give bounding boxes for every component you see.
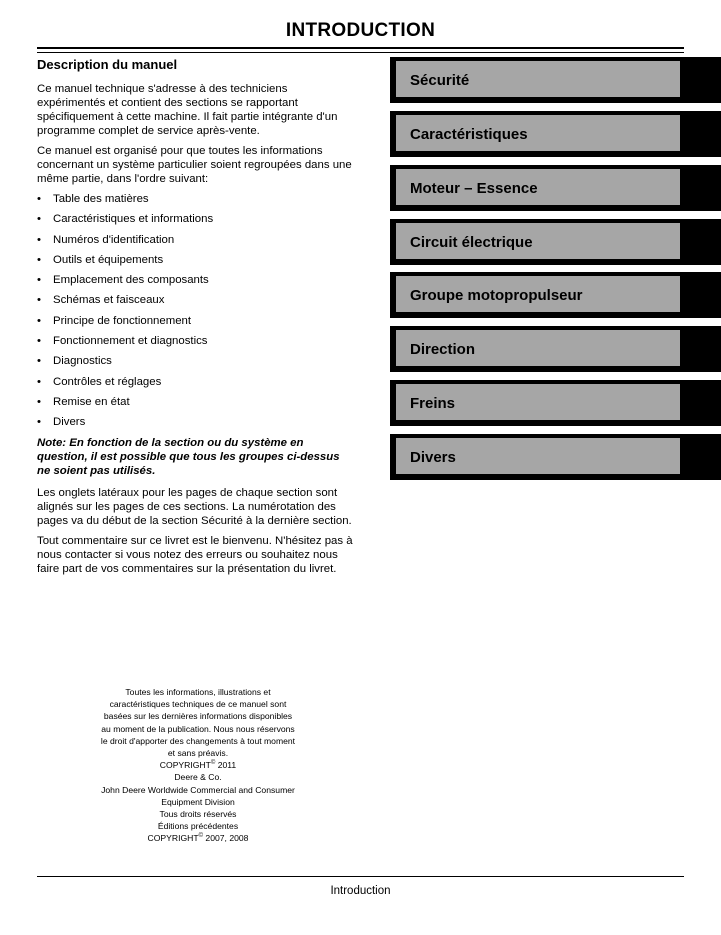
tab-groupe-motopropulseur[interactable]: Groupe motopropulseur <box>390 272 721 318</box>
list-item: • Divers <box>37 416 86 429</box>
page-title: INTRODUCTION <box>285 20 436 41</box>
list-item: • Fonctionnement et diagnostics <box>37 335 208 348</box>
copyright-line: COPYRIGHT© 2011 <box>159 760 237 771</box>
company-name: Deere & Co. <box>174 772 222 783</box>
copyright-notice <box>100 686 296 845</box>
footer-rule <box>37 876 684 877</box>
list-item: • Schémas et faisceaux <box>37 294 165 307</box>
header-rule <box>37 47 684 49</box>
tab-moteur-essence[interactable]: Moteur – Essence <box>390 165 721 211</box>
tab-caracteristiques[interactable]: Caractéristiques <box>390 111 721 157</box>
organization-paragraph: Ce manuel est organisé pour que toutes les informations concernant un système particulier soient regroupées dans une même partie, dans l'ordre suivant: <box>37 145 352 185</box>
list-item: • Numéros d'identification <box>37 233 175 246</box>
intro-paragraph: Ce manuel technique s'adresse à des techniciens expérimentés et contient des sections se rapportant spécifiquement à cette machine. Il fait partie intégrante d'un programme complet de service après-vente. <box>37 83 338 137</box>
tab-freins[interactable]: Freins <box>390 380 721 426</box>
tab-divers[interactable]: Divers <box>390 434 721 480</box>
list-item: • Diagnostics <box>37 355 112 368</box>
list-item: • Caractéristiques et informations <box>37 213 214 226</box>
list-item: • Emplacement des composants <box>37 274 209 287</box>
division-name: John Deere Worldwide Commercial and Consumer Equipment Division <box>101 784 295 807</box>
previous-editions: Éditions précédentes <box>157 821 239 832</box>
page-footer: Introduction <box>330 885 391 897</box>
section-heading: Description du manuel <box>37 57 178 72</box>
list-item: • Contrôles et réglages <box>37 375 162 388</box>
tab-direction[interactable]: Direction <box>390 326 721 372</box>
tab-securite[interactable]: Sécurité <box>390 57 721 103</box>
list-item: • Outils et équipements <box>37 253 164 266</box>
contents-list <box>37 192 355 429</box>
feedback-paragraph: Tout commentaire sur ce livret est le bienvenu. N'hésitez pas à nous contacter si vous notez des erreurs ou souhaitez nous faire part de vos commentaires sur la présentation du livret. <box>37 534 353 575</box>
tab-circuit-electrique[interactable]: Circuit électrique <box>390 219 721 265</box>
tabs-paragraph: Les onglets latéraux pour les pages de chaque section sont alignés sur les pages de ces sections. La numérotation des pages va du début de la section Sécurité à la dernière section. <box>37 486 352 527</box>
rights-text: Tous droits réservés <box>159 809 237 820</box>
manual-description <box>37 57 355 582</box>
list-item: • Table des matières <box>37 193 149 205</box>
list-item: • Remise en état <box>37 395 130 408</box>
note-text: Note: En fonction de la section ou du système en question, il est possible que tous les groupes ci-dessus ne soient pas utilisés. <box>37 436 340 477</box>
list-item: • Principe de fonctionnement <box>37 314 192 327</box>
previous-copyright-line: COPYRIGHT© 2007, 2008 <box>147 833 249 844</box>
disclaimer-text: Toutes les informations, illustrations et caractéristiques techniques de ce manuel sont basées sur les dernières informations disponibles au moment de la publication. Nous nous réservons le droit d'apporter des changements à tout moment et sans préavis. <box>100 687 296 759</box>
header-rule-thin <box>37 52 684 53</box>
